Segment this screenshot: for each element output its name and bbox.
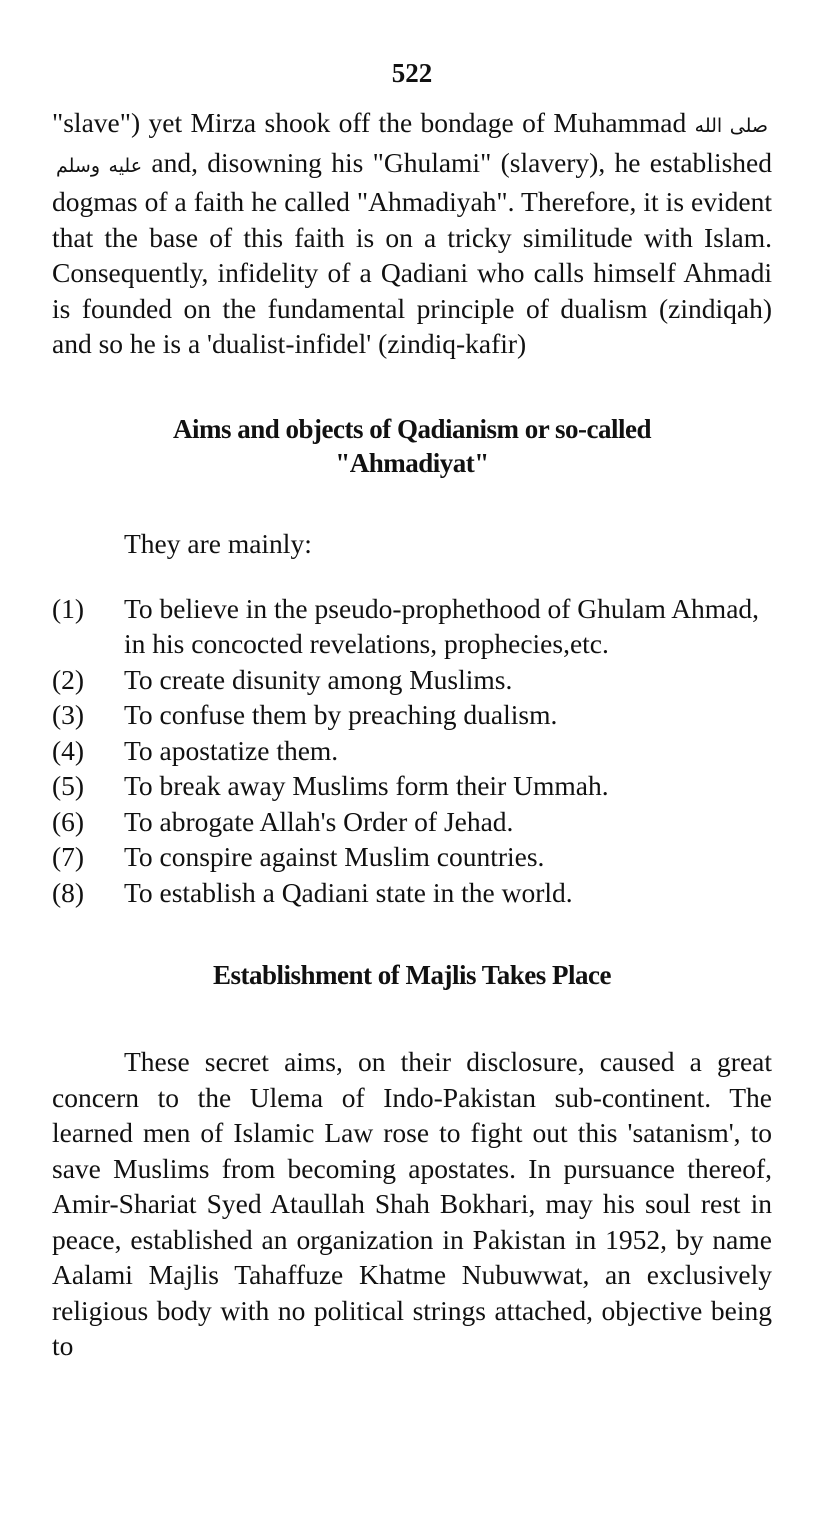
list-item [52,697,772,733]
list-item-text: To establish a Qadiani state in the world. [124,876,573,908]
list-item-number: (6) [52,805,85,837]
list-item-number: (3) [52,699,85,730]
list-item [52,804,772,840]
list-item-text: To believe in the pseudo-prophethood of Ghulam Ahmad, in his concocted revelations, prophecies,etc. [124,592,760,659]
intro-text: They are mainly: [124,527,312,559]
heading-line-2: "Ahmadiyat" [335,447,489,478]
paragraph-text-end: and, disowning his "Ghulami" (slavery), he established dogmas of a faith he called "Ahmadiyah". Therefore, it is evident that the base of this faith is on a tricky similitude with Islam. Consequently, infidelity of a Qadiani who calls himself Ahmadi is founded on the fundamental principle of dualism (zindiqah) and so he is a 'dualist-infidel' (zindiq-kafir) [52,146,772,359]
list-item [52,591,772,662]
list-item-text: To create disunity among Muslims. [124,663,513,695]
list-item [52,875,772,911]
list-item-text: To confuse them by preaching dualism. [124,699,558,730]
list-item-text: To apostatize them. [124,734,339,766]
list-item [52,768,772,804]
heading-establishment-of-majlis: Establishment of Majlis Takes Place [212,960,612,990]
list-item-text: To conspire against Muslim countries. [124,841,545,872]
list-item [52,733,772,769]
heading-aims-and-objects [52,412,772,480]
list-item-number: (5) [52,770,85,801]
list-item-number: (4) [52,734,85,766]
heading-line-1: Aims and objects of Qadianism or so-called [172,413,651,444]
list-item [52,839,772,875]
list-item-number: (2) [52,663,85,695]
aims-list [52,591,772,911]
list-item-text: To break away Muslims form their Ummah. [124,770,609,801]
paragraph-ghulami [52,105,772,362]
arabic-salutation: صلى الله عليه وسلم [56,115,769,177]
list-item-number: (7) [52,841,85,872]
book-page [52,58,772,1364]
list-item-number: (8) [52,876,85,908]
list-item-number: (1) [52,592,85,624]
list-item-text: To abrogate Allah's Order of Jehad. [124,805,514,837]
paragraph-text-start: "slave") yet Mirza shook off the bondage of Muhammad [52,107,687,138]
list-item [52,662,772,698]
paragraph-secret-aims: These secret aims, on their disclosure, caused a great concern to the Ulema of Indo-Pakistan sub-continent. The learned men of Islamic Law rose to fight out this 'satanism', to save Muslims from becoming apostates. In pursuance thereof, Amir-Shariat Syed Ataullah Shah Bokhari, may his soul rest in peace, established an organization in Pakistan in 1952, by name Aalami Majlis Tahaffuze Khatme Nubuwwat, an exclusively religious body with no political strings attached, objective being to [52,1046,772,1361]
page-number: 522 [391,58,433,88]
